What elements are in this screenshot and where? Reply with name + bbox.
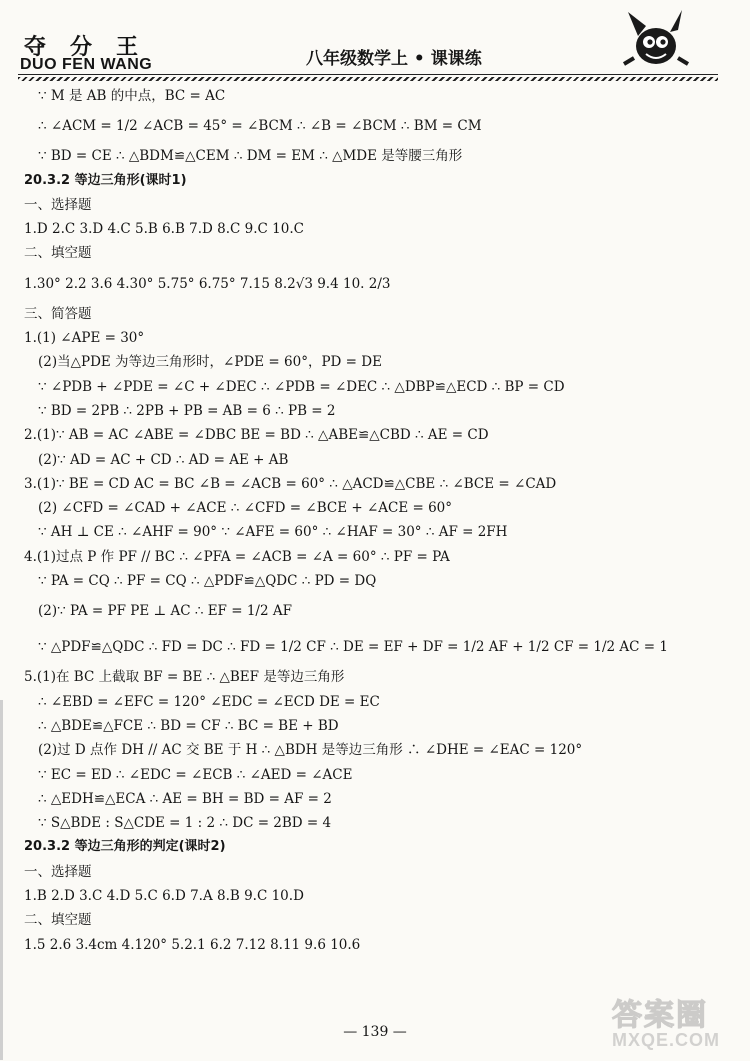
answer-line: 4.(1)过点 P 作 PF // BC ∴ ∠PFA = ∠ACB = ∠A = 60° ∴ PF = PA bbox=[24, 548, 450, 565]
answer-line: 1.D 2.C 3.D 4.C 5.B 6.B 7.D 8.C 9.C 10.C bbox=[24, 221, 304, 238]
page-header bbox=[0, 0, 750, 80]
answer-content bbox=[24, 84, 724, 957]
answer-line: (2)当△PDE 为等边三角形时，∠PDE = 60°，PD = DE bbox=[38, 354, 382, 371]
answer-line: ∴ ∠EBD = ∠EFC = 120° ∠EDC = ∠ECD DE = EC bbox=[38, 693, 380, 710]
answer-line: ∵ EC = ED ∴ ∠EDC = ∠ECB ∴ ∠AED = ∠ACE bbox=[38, 766, 353, 783]
answer-line: 1.B 2.D 3.C 4.D 5.C 6.D 7.A 8.B 9.C 10.D bbox=[24, 888, 304, 905]
answer-line: ∵ M 是 AB 的中点，BC = AC bbox=[38, 88, 226, 104]
watermark-url: MXQE.COM bbox=[612, 1030, 721, 1050]
answer-line: 1.5 2.6 3.4cm 4.120° 5.2.1 6.2 7.12 8.11 9.6 10.6 bbox=[24, 936, 361, 953]
answer-line: 5.(1)在 BC 上截取 BF = BE ∴ △BEF 是等边三角形 bbox=[24, 669, 345, 686]
answer-line: 2.(1)∵ AB = AC ∠ABE = ∠DBC BE = BD ∴ △ABE≌△CBD ∴ AE = CD bbox=[24, 427, 489, 444]
watermark-logo bbox=[612, 990, 742, 1055]
mascot-logo-icon bbox=[620, 6, 692, 70]
page-number: — 139 — bbox=[343, 1024, 407, 1040]
answer-line: (2) ∠CFD = ∠CAD + ∠ACE ∴ ∠CFD = ∠BCE + ∠ACE = 60° bbox=[38, 500, 453, 517]
subsection-heading: 二、填空题 bbox=[24, 245, 92, 262]
answer-line: ∵ BD = CE ∴ △BDM≌△CEM ∴ DM = EM ∴ △MDE 是等腰三角形 bbox=[38, 148, 463, 165]
answer-line: ∴ △BDE≌△FCE ∴ BD = CF ∴ BC = BE + BD bbox=[38, 717, 339, 734]
answer-line: ∵ BD = 2PB ∴ 2PB + PB = AB = 6 ∴ PB = 2 bbox=[38, 402, 336, 419]
subsection-heading: 一、选择题 bbox=[24, 196, 92, 213]
answer-line: 1.30° 2.2 3.6 4.30° 5.75° 6.75° 7.15 8.2√3 9.4 10. 2/3 bbox=[24, 275, 391, 292]
brand-name-chinese: 夺分王 bbox=[24, 34, 163, 60]
answer-line: 1.(1) ∠APE = 30° bbox=[24, 330, 145, 347]
section-heading: 20.3.2 等边三角形的判定(课时2) bbox=[24, 839, 226, 855]
answer-line: ∵ AH ⊥ CE ∴ ∠AHF = 90° ∵ ∠AFE = 60° ∴ ∠HAF = 30° ∴ AF = 2FH bbox=[38, 524, 508, 541]
answer-line: (2)∵ PA = PF PE ⊥ AC ∴ EF = 1/2 AF bbox=[38, 603, 292, 620]
answer-line: (2)∵ AD = AC + CD ∴ AD = AE + AB bbox=[38, 451, 289, 468]
answer-line: ∴ △EDH≌△ECA ∴ AE = BH = BD = AF = 2 bbox=[38, 790, 332, 807]
answer-line: ∵ ∠PDB + ∠PDE = ∠C + ∠DEC ∴ ∠PDB = ∠DEC ∴ △DBP≌△ECD ∴ BP = CD bbox=[38, 378, 565, 395]
answer-line: (2)过 D 点作 DH // AC 交 BE 于 H ∴ △BDH 是等边三角形 ∴ ∠DHE = ∠EAC = 120° bbox=[38, 742, 583, 759]
subsection-heading: 二、填空题 bbox=[24, 912, 92, 929]
answer-line: ∵ △PDF≌△QDC ∴ FD = DC ∴ FD = 1/2 CF ∴ DE = EF + DF = 1/2 AF + 1/2 CF = 1/2 AC = 1 bbox=[38, 639, 668, 656]
subsection-heading: 三、简答题 bbox=[24, 305, 92, 322]
answer-line: ∴ ∠ACM = 1/2 ∠ACB = 45° = ∠BCM ∴ ∠B = ∠BCM ∴ BM = CM bbox=[38, 118, 482, 135]
section-heading: 20.3.2 等边三角形(课时1) bbox=[24, 172, 187, 188]
binding-shadow bbox=[0, 700, 3, 1060]
watermark-text: 答案圈 bbox=[612, 998, 708, 1033]
header-rule bbox=[18, 74, 718, 75]
book-title: 八年级数学上 • 课课练 bbox=[306, 49, 482, 69]
header-rope-divider bbox=[18, 77, 718, 81]
answer-line: ∵ PA = CQ ∴ PF = CQ ∴ △PDF≌△QDC ∴ PD = DQ bbox=[38, 573, 377, 590]
brand-name-english: DUO FEN WANG bbox=[20, 56, 153, 73]
answer-line: 3.(1)∵ BE = CD AC = BC ∠B = ∠ACB = 60° ∴ △ACD≌△CBE ∴ ∠BCE = ∠CAD bbox=[24, 475, 557, 492]
answer-line: ∵ S△BDE : S△CDE = 1 : 2 ∴ DC = 2BD = 4 bbox=[38, 815, 332, 832]
subsection-heading: 一、选择题 bbox=[24, 863, 92, 880]
